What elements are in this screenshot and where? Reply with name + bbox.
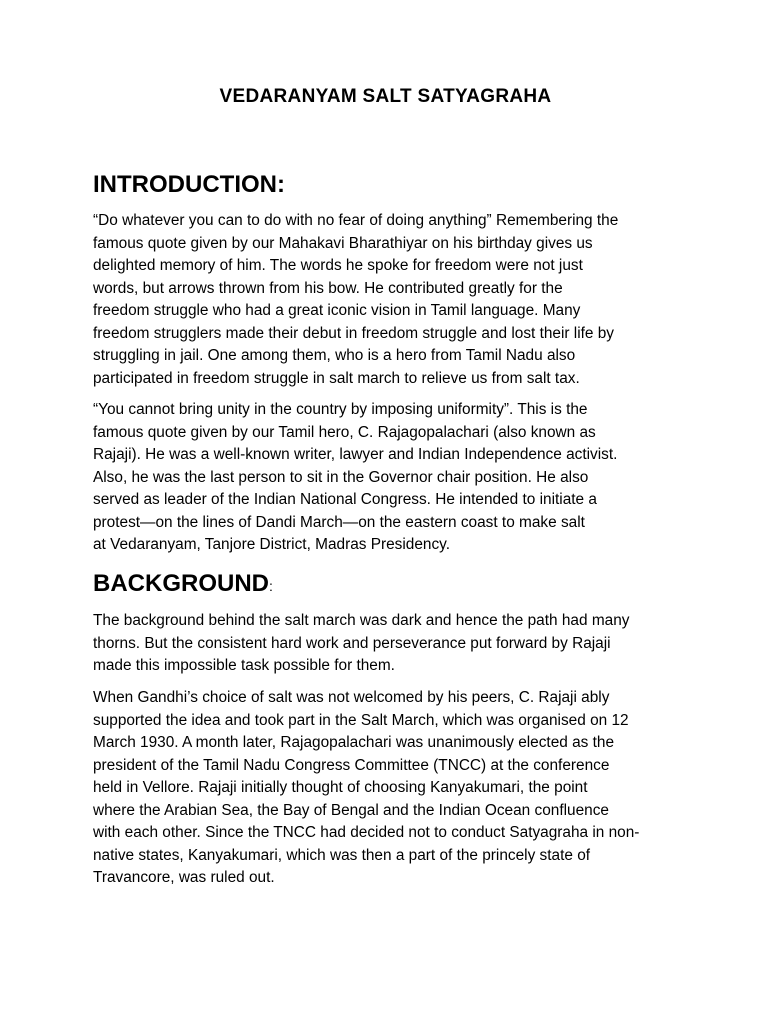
paragraph-background-intro: [93, 610, 678, 678]
text-line: served as leader of the Indian National Congress. He intended to initiate a: [93, 491, 597, 508]
text-line: native states, Kanyakumari, which was then a part of the princely state of: [93, 846, 591, 864]
text-line: made this impossible task possible for them.: [93, 657, 395, 674]
paragraph-background-gandhi: [93, 687, 678, 890]
text-line: “Do whatever you can to do with no fear of doing anything” Remembering the: [93, 212, 619, 229]
text-line: protest—on the lines of Dandi March—on the eastern coast to make salt: [93, 513, 585, 531]
section-heading-colon: :: [269, 578, 273, 594]
section-heading-background: [93, 569, 273, 601]
text-line: The background behind the salt march was dark and hence the path had many: [93, 612, 630, 629]
text-line: “You cannot bring unity in the country by imposing uniformity”. This is the: [93, 401, 588, 418]
text-line: struggling in jail. One among them, who is a hero from Tamil Nadu also: [93, 347, 576, 364]
text-line: with each other. Since the TNCC had decided not to conduct Satyagraha in non-: [93, 824, 640, 841]
section-heading-text: BACKGROUND: [93, 570, 269, 597]
text-line: where the Arabian Sea, the Bay of Bengal and the Indian Ocean confluence: [93, 801, 609, 819]
document-title: VEDARANYAM SALT SATYAGRAHA: [219, 86, 552, 107]
text-line: famous quote given by our Tamil hero, C. Rajagopalachari (also known as: [93, 423, 596, 441]
text-line: Rajaji). He was a well-known writer, lawyer and Indian Independence activist.: [93, 446, 618, 463]
text-line: held in Vellore. Rajaji initially thought of choosing Kanyakumari, the point: [93, 779, 588, 796]
section-heading-text: INTRODUCTION:: [93, 171, 285, 198]
text-line: famous quote given by our Mahakavi Bharathiyar on his birthday gives us: [93, 234, 593, 252]
text-line: delighted memory of him. The words he spoke for freedom were not just: [93, 257, 583, 274]
text-line: at Vedaranyam, Tanjore District, Madras Presidency.: [93, 536, 450, 553]
text-line: freedom struggle who had a great iconic vision in Tamil language. Many: [93, 302, 581, 319]
text-line: Travancore, was ruled out.: [93, 869, 275, 886]
paragraph-intro-quote-bharathiyar: [93, 210, 678, 390]
section-heading-introduction: [93, 170, 285, 200]
text-line: March 1930. A month later, Rajagopalachari was unanimously elected as the: [93, 734, 615, 751]
text-line: thorns. But the consistent hard work and perseverance put forward by Rajaji: [93, 634, 611, 652]
text-line: When Gandhi’s choice of salt was not welcomed by his peers, C. Rajaji ably: [93, 689, 610, 706]
text-line: Also, he was the last person to sit in the Governor chair position. He also: [93, 468, 589, 486]
text-line: participated in freedom struggle in salt march to relieve us from salt tax.: [93, 369, 580, 387]
text-line: president of the Tamil Nadu Congress Committee (TNCC) at the conference: [93, 756, 610, 774]
text-line: freedom strugglers made their debut in freedom struggle and lost their life by: [93, 324, 614, 342]
text-line: supported the idea and took part in the Salt March, which was organised on 12: [93, 711, 629, 729]
paragraph-intro-rajaji: [93, 399, 678, 557]
text-line: words, but arrows thrown from his bow. He contributed greatly for the: [93, 279, 563, 297]
